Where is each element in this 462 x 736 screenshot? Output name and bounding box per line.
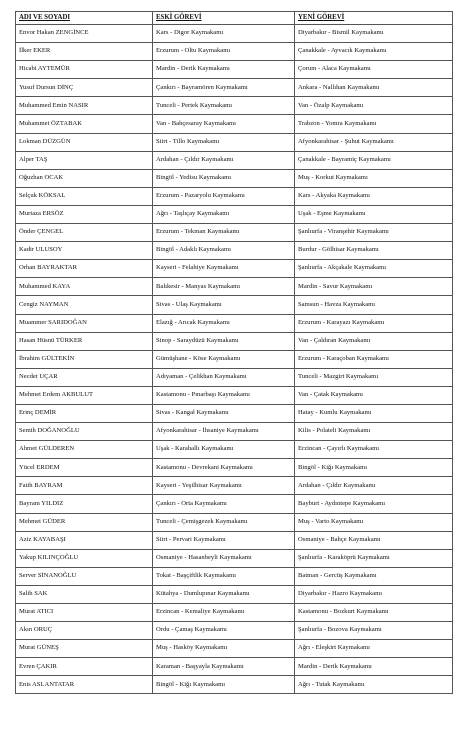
- cell-name: Erinç DEMİR: [16, 404, 153, 422]
- cell-name: Envor Hakan ZENGİNCE: [16, 25, 153, 43]
- cell-name: Bayram YILDIZ: [16, 495, 153, 513]
- appointments-table: [15, 11, 453, 694]
- cell-old-position: Bingöl - Yedisu Kaymakamı: [153, 169, 295, 187]
- table-row: [16, 133, 453, 151]
- cell-old-position: Kastamonu - Pınarbaşı Kaymakamı: [153, 386, 295, 404]
- table-row: [16, 61, 453, 79]
- cell-name: Server SİNANOĞLU: [16, 567, 153, 585]
- cell-old-position: Muş - Hasköy Kaymakamı: [153, 640, 295, 658]
- table-row: [16, 242, 453, 260]
- cell-name: Muammer SARIDOĞAN: [16, 314, 153, 332]
- table-row: [16, 151, 453, 169]
- cell-name: Yakup KILINÇOĞLU: [16, 549, 153, 567]
- cell-new-position: Çanakkale - Ayvacık Kaymakamı: [295, 43, 453, 61]
- cell-new-position: Ağrı - Eleşkirt Kaymakamı: [295, 640, 453, 658]
- table-row: [16, 585, 453, 603]
- cell-new-position: Muş - Varto Kaymakamı: [295, 513, 453, 531]
- cell-old-position: Sivas - Kangal Kaymakamı: [153, 404, 295, 422]
- cell-new-position: Osmaniye - Bahçe Kaymakamı: [295, 531, 453, 549]
- cell-old-position: Adıyaman - Çelikhan Kaymakamı: [153, 368, 295, 386]
- cell-new-position: Çorum - Alaca Kaymakamı: [295, 61, 453, 79]
- cell-name: Muhammed Emin NASIR: [16, 97, 153, 115]
- cell-new-position: Van - Çaldıran Kaymakamı: [295, 332, 453, 350]
- cell-new-position: Burdur - Gölhisar Kaymakamı: [295, 242, 453, 260]
- cell-name: Mehmet GÜDER: [16, 513, 153, 531]
- cell-new-position: Kastamonu - Bozkurt Kaymakamı: [295, 604, 453, 622]
- cell-old-position: Kayseri - Yeşilhisar Kaymakamı: [153, 477, 295, 495]
- cell-old-position: Erzurum - Tekman Kaymakamı: [153, 224, 295, 242]
- table-row: [16, 187, 453, 205]
- table-row: [16, 423, 453, 441]
- cell-new-position: Afyonkarahisar - Şuhut Kaymakamı: [295, 133, 453, 151]
- table-row: [16, 459, 453, 477]
- table-row: [16, 278, 453, 296]
- cell-old-position: Bingöl - Adaklı Kaymakamı: [153, 242, 295, 260]
- cell-name: Evren ÇAKIR: [16, 658, 153, 676]
- cell-old-position: Siirt - Pervari Kaymakamı: [153, 531, 295, 549]
- cell-name: Orhan BAYRAKTAR: [16, 260, 153, 278]
- cell-name: Muhammed KAYA: [16, 278, 153, 296]
- table-row: [16, 622, 453, 640]
- cell-name: Yücel ERDEM: [16, 459, 153, 477]
- cell-name: Mehmet Erdem AKBULUT: [16, 386, 153, 404]
- cell-new-position: Uşak - Eşme Kaymakamı: [295, 205, 453, 223]
- cell-name: İbrahim GÜLTEKİN: [16, 350, 153, 368]
- header-old-position: ESKİ GÖREVİ: [153, 12, 295, 25]
- cell-name: Yusuf Dursun DİNÇ: [16, 79, 153, 97]
- table-row: [16, 640, 453, 658]
- cell-name: Önder ÇENGEL: [16, 224, 153, 242]
- cell-new-position: Şanlıurfa - Karaköprü Kaymakamı: [295, 549, 453, 567]
- cell-old-position: Siirt - Tillo Kaymakamı: [153, 133, 295, 151]
- cell-new-position: Van - Özalp Kaymakamı: [295, 97, 453, 115]
- cell-new-position: Şanlıurfa - Bozova Kaymakamı: [295, 622, 453, 640]
- cell-name: Enis ASLANTATAR: [16, 676, 153, 694]
- cell-old-position: Van - Bahçesaray Kaymakamı: [153, 115, 295, 133]
- cell-name: Salih SAK: [16, 585, 153, 603]
- table-row: [16, 332, 453, 350]
- cell-name: Necdet UÇAR: [16, 368, 153, 386]
- table-row: [16, 386, 453, 404]
- cell-new-position: Şanlıurfa - Akçakale Kaymakamı: [295, 260, 453, 278]
- header-new-position: YENİ GÖREVİ: [295, 12, 453, 25]
- cell-new-position: Muş - Korkut Kaymakamı: [295, 169, 453, 187]
- cell-new-position: Ardahan - Çıldır Kaymakamı: [295, 477, 453, 495]
- cell-old-position: Ağrı - Taşlıçay Kaymakamı: [153, 205, 295, 223]
- cell-old-position: Balıkesir - Manyas Kaymakamı: [153, 278, 295, 296]
- cell-name: Fatih BAYRAM: [16, 477, 153, 495]
- cell-old-position: Elazığ - Arıcak Kaymakamı: [153, 314, 295, 332]
- table-row: [16, 495, 453, 513]
- table-row: [16, 79, 453, 97]
- cell-new-position: Diyarbakır - Bismil Kaymakamı: [295, 25, 453, 43]
- cell-name: Akın ORUÇ: [16, 622, 153, 640]
- cell-old-position: Kütahya - Dumlupınar Kaymakamı: [153, 585, 295, 603]
- cell-name: Kadir ULUSOY: [16, 242, 153, 260]
- table-row: [16, 658, 453, 676]
- cell-name: Hicabi AYTEMÜR: [16, 61, 153, 79]
- cell-old-position: Osmaniye - Hasanbeyli Kaymakamı: [153, 549, 295, 567]
- table-row: [16, 25, 453, 43]
- cell-new-position: Bingöl - Kiğı Kaymakamı: [295, 459, 453, 477]
- cell-new-position: Şanlıurfa - Viranşehir Kaymakamı: [295, 224, 453, 242]
- table-row: [16, 169, 453, 187]
- table-row: [16, 296, 453, 314]
- table-row: [16, 260, 453, 278]
- table-row: [16, 404, 453, 422]
- table-row: [16, 441, 453, 459]
- table-row: [16, 43, 453, 61]
- cell-old-position: Gümüşhane - Köse Kaymakamı: [153, 350, 295, 368]
- cell-old-position: Tunceli - Pertek Kaymakamı: [153, 97, 295, 115]
- cell-new-position: Van - Çatak Kaymakamı: [295, 386, 453, 404]
- cell-new-position: Trabzon - Yomra Kaymakamı: [295, 115, 453, 133]
- cell-new-position: Diyarbakır - Hazro Kaymakamı: [295, 585, 453, 603]
- table-row: [16, 676, 453, 694]
- table-row: [16, 350, 453, 368]
- cell-name: Ahmet GÜLDEREN: [16, 441, 153, 459]
- cell-new-position: Ankara - Nallıhan Kaymakamı: [295, 79, 453, 97]
- cell-name: Cengiz NAYMAN: [16, 296, 153, 314]
- cell-old-position: Erzurum - Pazaryolu Kaymakamı: [153, 187, 295, 205]
- cell-old-position: Tokat - Başçiftlik Kaymakamı: [153, 567, 295, 585]
- cell-old-position: Afyonkarahisar - İhsaniye Kaymakamı: [153, 423, 295, 441]
- cell-new-position: Mardin - Derik Kaymakamı: [295, 658, 453, 676]
- cell-new-position: Samsun - Havza Kaymakamı: [295, 296, 453, 314]
- cell-new-position: Mardin - Savur Kaymakamı: [295, 278, 453, 296]
- cell-name: Semih DOĞANOĞLU: [16, 423, 153, 441]
- table-row: [16, 604, 453, 622]
- table-row: [16, 549, 453, 567]
- cell-name: Lokman DÜZGÜN: [16, 133, 153, 151]
- cell-name: Murat GÜNEŞ: [16, 640, 153, 658]
- table-row: [16, 567, 453, 585]
- cell-old-position: Kayseri - Felahiye Kaymakamı: [153, 260, 295, 278]
- cell-new-position: Ağrı - Tutak Kaymakamı: [295, 676, 453, 694]
- cell-name: Selçuk KÖKSAL: [16, 187, 153, 205]
- table-row: [16, 97, 453, 115]
- cell-new-position: Hatay - Kumlu Kaymakamı: [295, 404, 453, 422]
- cell-old-position: Erzincan - Kemaliye Kaymakamı: [153, 604, 295, 622]
- cell-old-position: Çankırı - Orta Kaymakamı: [153, 495, 295, 513]
- cell-new-position: Kars - Akyaka Kaymakamı: [295, 187, 453, 205]
- cell-old-position: Çankırı - Bayramören Kaymakamı: [153, 79, 295, 97]
- table-row: [16, 314, 453, 332]
- table-row: [16, 513, 453, 531]
- cell-old-position: Karaman - Başyayla Kaymakamı: [153, 658, 295, 676]
- table-row: [16, 205, 453, 223]
- cell-new-position: Batman - Gercüş Kaymakamı: [295, 567, 453, 585]
- cell-name: Murtaza ERSÖZ: [16, 205, 153, 223]
- cell-old-position: Mardin - Derik Kaymakamı: [153, 61, 295, 79]
- cell-new-position: Erzincan - Çayırlı Kaymakamı: [295, 441, 453, 459]
- table-row: [16, 531, 453, 549]
- cell-old-position: Sivas - Ulaş Kaymakamı: [153, 296, 295, 314]
- cell-old-position: Sinop - Saraydüzü Kaymakamı: [153, 332, 295, 350]
- table-row: [16, 115, 453, 133]
- table-row: [16, 368, 453, 386]
- table-row: [16, 224, 453, 242]
- cell-old-position: Ardahan - Çıldır Kaymakamı: [153, 151, 295, 169]
- cell-name: Muhammet ÖZTABAK: [16, 115, 153, 133]
- cell-old-position: Uşak - Karahallı Kaymakamı: [153, 441, 295, 459]
- cell-name: Oğuzhan OCAK: [16, 169, 153, 187]
- cell-name: Aziz KAYABAŞI: [16, 531, 153, 549]
- cell-name: İlker EKER: [16, 43, 153, 61]
- cell-old-position: Kars - Digor Kaymakamı: [153, 25, 295, 43]
- cell-new-position: Çanakkale - Bayramiç Kaymakamı: [295, 151, 453, 169]
- cell-new-position: Tunceli - Mazgirt Kaymakamı: [295, 368, 453, 386]
- cell-new-position: Erzurum - Karaçoban Kaymakamı: [295, 350, 453, 368]
- cell-old-position: Bingöl - Kiğı Kaymakamı: [153, 676, 295, 694]
- table-row: [16, 477, 453, 495]
- cell-name: Alper TAŞ: [16, 151, 153, 169]
- cell-old-position: Ordu - Çamaş Kaymakamı: [153, 622, 295, 640]
- cell-new-position: Kilis - Polateli Kaymakamı: [295, 423, 453, 441]
- table-header-row: [16, 12, 453, 25]
- cell-old-position: Erzurum - Oltu Kaymakamı: [153, 43, 295, 61]
- cell-name: Hasan Hüsnü TÜRKER: [16, 332, 153, 350]
- cell-new-position: Bayburt - Aydıntepe Kaymakamı: [295, 495, 453, 513]
- cell-name: Murat ATICI: [16, 604, 153, 622]
- cell-new-position: Erzurum - Karayazı Kaymakamı: [295, 314, 453, 332]
- cell-old-position: Tunceli - Çemişgezek Kaymakamı: [153, 513, 295, 531]
- header-name: ADI VE SOYADI: [16, 12, 153, 25]
- cell-old-position: Kastamonu - Devrekani Kaymakamı: [153, 459, 295, 477]
